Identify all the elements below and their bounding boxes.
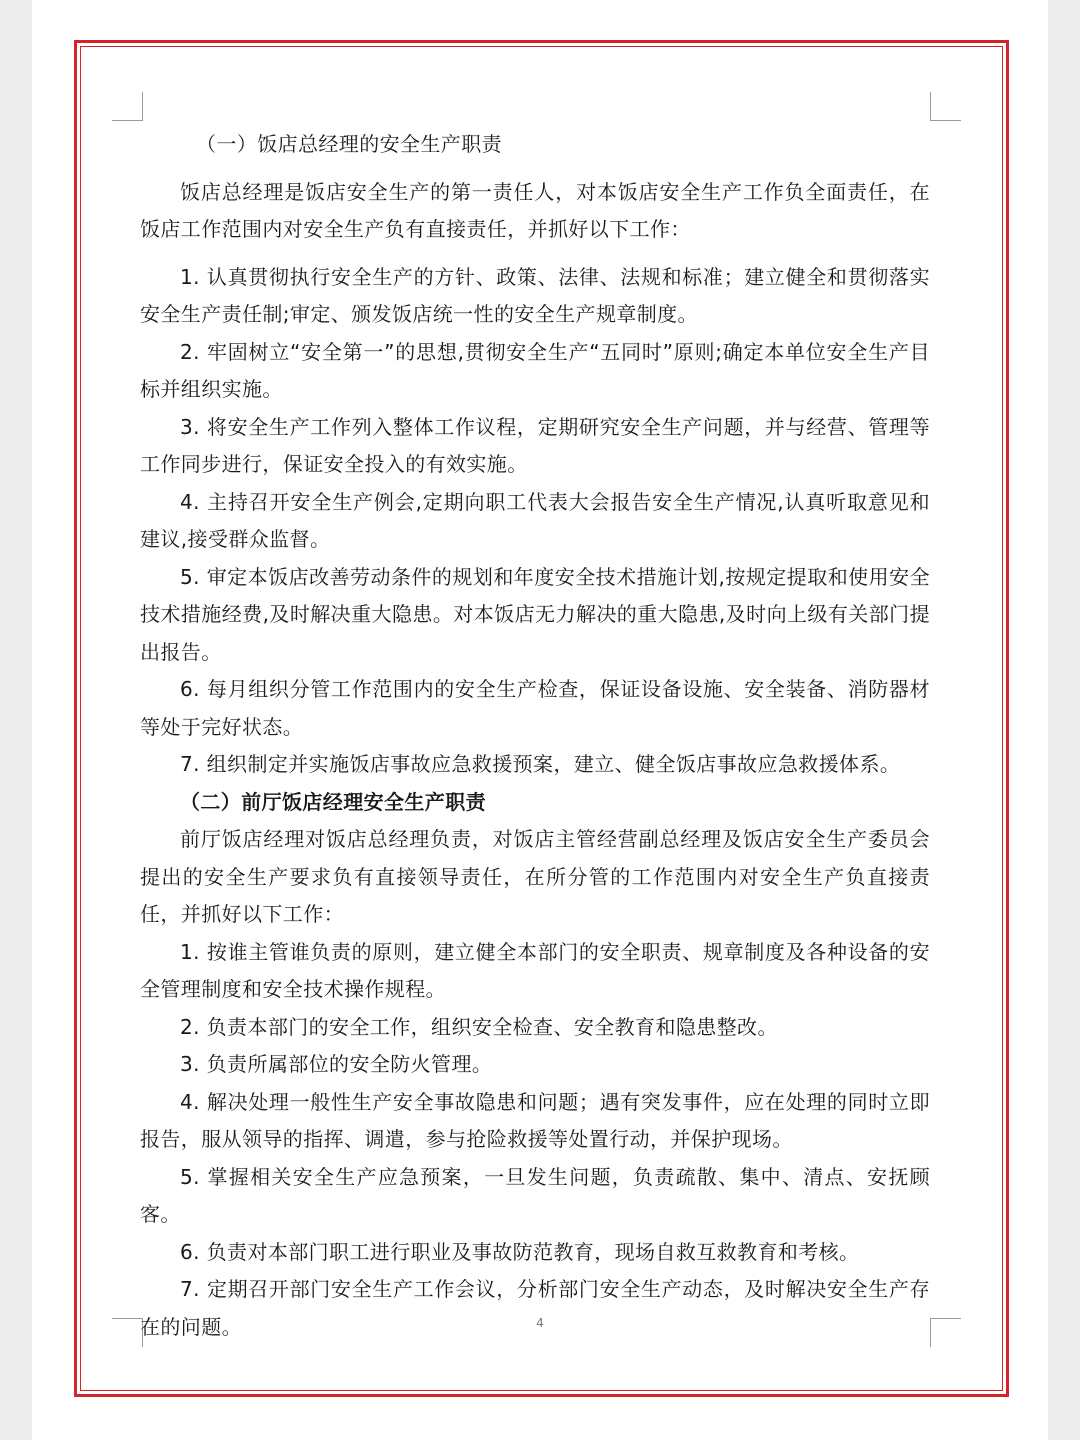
list-item: 5. 审定本饭店改善劳动条件的规划和年度安全技术措施计划,按规定提取和使用安全技术措施经费,及时解决重大隐患。对本饭店无力解决的重大隐患,及时向上级有关部门提出报告。 [140, 564, 930, 664]
list-item: 3. 负责所属部位的安全防火管理。 [180, 1052, 493, 1076]
list-item: 2. 牢固树立“安全第一”的思想,贯彻安全生产“五同时”原则;确定本单位安全生产目标并组织实施。 [140, 339, 930, 401]
list-item: 6. 每月组织分管工作范围内的安全生产检查，保证设备设施、安全装备、消防器材等处于完好状态。 [140, 677, 930, 739]
section-intro-1: 饭店总经理是饭店安全生产的第一责任人，对本饭店安全生产工作负全面责任，在饭店工作范围内对安全生产负有直接责任，并抓好以下工作： [140, 179, 930, 241]
list-item: 5. 掌握相关安全生产应急预案，一旦发生问题，负责疏散、集中、清点、安抚顾客。 [140, 1164, 930, 1226]
list-item: 1. 按谁主管谁负责的原则，建立健全本部门的安全职责、规章制度及各种设备的安全管理制度和安全技术操作规程。 [140, 939, 930, 1001]
section-intro-2: 前厅饭店经理对饭店总经理负责，对饭店主管经营副总经理及饭店安全生产委员会提出的安全生产要求负有直接领导责任，在所分管的工作范围内对安全生产负直接责任，并抓好以下工作： [140, 827, 930, 926]
list-item: 3. 将安全生产工作列入整体工作议程，定期研究安全生产问题，并与经营、管理等工作同步进行，保证安全投入的有效实施。 [140, 414, 930, 476]
list-item: 7. 组织制定并实施饭店事故应急救援预案，建立、健全饭店事故应急救援体系。 [180, 752, 901, 776]
list-item: 2. 负责本部门的安全工作，组织安全检查、安全教育和隐患整改。 [180, 1014, 778, 1039]
document-body [140, 126, 930, 1346]
corner-mark-top-right [930, 92, 961, 121]
page-number: 4 [536, 1316, 544, 1330]
section-heading-2: （二）前厅饭店经理安全生产职责 [180, 789, 486, 814]
corner-mark-top-left [112, 92, 143, 121]
list-item: 6. 负责对本部门职工进行职业及事故防范教育，现场自救互救教育和考核。 [180, 1239, 860, 1264]
list-item: 4. 主持召开安全生产例会,定期向职工代表大会报告安全生产情况,认真听取意见和建议,接受群众监督。 [140, 489, 930, 551]
list-item: 7. 定期召开部门安全生产工作会议，分析部门安全生产动态，及时解决安全生产存在的问题。 [140, 1277, 930, 1339]
section-heading-1: （一）饭店总经理的安全生产职责 [196, 132, 502, 156]
list-item: 4. 解决处理一般性生产安全事故隐患和问题；遇有突发事件，应在处理的同时立即报告，服从领导的指挥、调遣，参与抢险救援等处置行动，并保护现场。 [140, 1089, 930, 1151]
list-item: 1. 认真贯彻执行安全生产的方针、政策、法律、法规和标准；建立健全和贯彻落实安全生产责任制;审定、颁发饭店统一性的安全生产规章制度。 [140, 264, 930, 326]
